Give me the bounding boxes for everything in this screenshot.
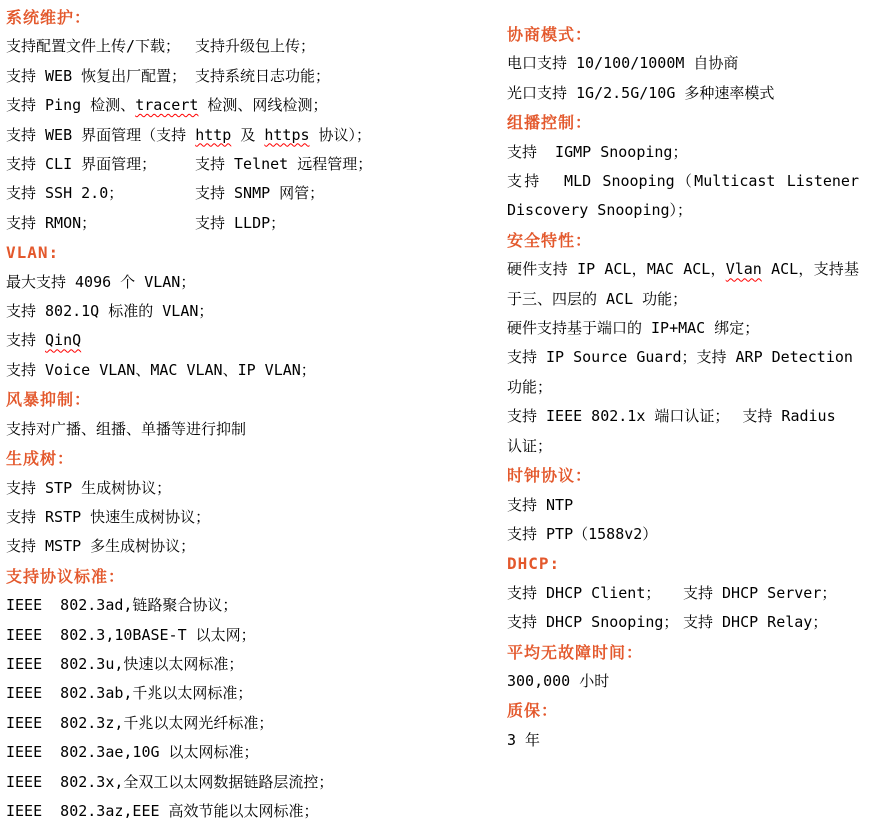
- misspelled-word: tracert: [135, 96, 199, 115]
- spec-line: 300,000 小时: [507, 671, 610, 690]
- spec-line: 支持 PTP（1588v2）: [507, 524, 658, 543]
- spec-text: 支持 IEEE 802.1x 端口认证；: [507, 407, 730, 426]
- spec-line: [507, 579, 859, 608]
- spec-text: 支持 SSH 2.0；: [6, 184, 124, 203]
- section-heading-security-features: 安全特性：: [507, 230, 593, 250]
- spec-text: ACL，支持基于三、四层的 ACL 功能；: [507, 260, 860, 308]
- spec-line: [6, 209, 436, 238]
- spec-text: 支持 ARP Detection 功能；: [507, 348, 862, 396]
- spec-text: 支持 DHCP Snooping；: [507, 613, 679, 632]
- section-heading-storm-control: 风暴抑制：: [6, 390, 92, 410]
- spec-line: [507, 402, 859, 461]
- misspelled-word: QinQ: [45, 331, 82, 350]
- misspelled-word: Vlan: [725, 260, 762, 279]
- spec-line: 支持 NTP: [507, 495, 574, 514]
- section-heading-system-maintenance: 系统维护：: [6, 8, 92, 27]
- spec-text: 协议）；: [309, 125, 372, 144]
- spec-text: 支持 LLDP；: [195, 213, 286, 232]
- left-column: [6, 3, 436, 826]
- spec-text: 支持 DHCP Relay；: [683, 613, 828, 632]
- spec-text: 支持 Ping 检测、: [6, 96, 136, 115]
- spec-line: IEEE 802.3az,EEE 高效节能以太网标准；: [6, 801, 319, 820]
- spec-line: IEEE 802.3z,千兆以太网光纤标准；: [6, 713, 274, 732]
- spec-line: [6, 91, 436, 120]
- spec-line: [6, 326, 436, 355]
- spec-text: 支持配置文件上传/下载；: [6, 37, 181, 56]
- spec-line: 支持 STP 生成树协议；: [6, 478, 172, 497]
- spec-text: 支持 Telnet 远程管理；: [195, 155, 373, 174]
- section-heading-vlan: VLAN:: [6, 243, 60, 263]
- spec-text: 硬件支持 IP ACL，MAC ACL，: [507, 260, 726, 279]
- section-heading-multicast-control: 组播控制：: [507, 113, 593, 133]
- spec-line: IEEE 802.3,10BASE-T 以太网；: [6, 625, 256, 644]
- spec-text: 支持 IP Source Guard；: [507, 348, 697, 367]
- spec-text: 支持系统日志功能；: [195, 66, 331, 85]
- spec-line: 支持 Voice VLAN、MAC VLAN、IP VLAN；: [6, 360, 316, 379]
- spec-line: 支持 RSTP 快速生成树协议；: [6, 507, 211, 526]
- spec-line: [507, 255, 859, 314]
- spec-line: [6, 121, 436, 150]
- spec-line: IEEE 802.3u,快速以太网标准；: [6, 654, 244, 673]
- spec-text: 支持 DHCP Server；: [683, 583, 837, 602]
- spec-text: 及: [231, 125, 265, 144]
- spec-text: 支持 WEB 恢复出厂配置；: [6, 66, 187, 85]
- section-heading-negotiation-mode: 协商模式：: [507, 25, 593, 44]
- section-heading-clock-protocol: 时钟协议：: [507, 466, 593, 486]
- spec-line: IEEE 802.3x,全双工以太网数据链路层流控；: [6, 772, 334, 791]
- misspelled-word: http: [195, 125, 232, 144]
- right-column: [507, 20, 869, 755]
- spec-line: 硬件支持基于端口的 IP+MAC 绑定；: [507, 319, 760, 338]
- spec-text: 检测、网线检测；: [198, 96, 328, 115]
- spec-text: 支持 RMON；: [6, 213, 97, 232]
- spec-line: 支持 MSTP 多生成树协议；: [6, 537, 196, 556]
- spec-text: 支持 SNMP 网管；: [195, 184, 325, 203]
- spec-line: 3 年: [507, 730, 541, 749]
- spec-line: IEEE 802.3ae,10G 以太网标准；: [6, 743, 259, 762]
- spec-line: 支持 MLD Snooping（Multicast Listener Discovery Snooping）；: [507, 172, 869, 220]
- spec-line: [6, 179, 436, 208]
- spec-line: 支持 IGMP Snooping；: [507, 142, 688, 161]
- section-heading-dhcp: DHCP:: [507, 554, 561, 574]
- spec-line: [6, 32, 436, 61]
- spec-line: 支持对广播、组播、单播等进行抑制: [6, 419, 247, 438]
- spec-text: 支持升级包上传；: [195, 37, 316, 56]
- spec-line: 支持 802.1Q 标准的 VLAN；: [6, 302, 214, 321]
- spec-line: [6, 150, 436, 179]
- spec-text: 支持 CLI 界面管理；: [6, 155, 157, 174]
- spec-line: 最大支持 4096 个 VLAN；: [6, 272, 196, 291]
- section-heading-spanning-tree: 生成树：: [6, 449, 75, 469]
- spec-line: IEEE 802.3ad,链路聚合协议；: [6, 596, 238, 615]
- spec-text: 支持 Radius 认证；: [507, 407, 845, 455]
- spec-line: [507, 343, 862, 402]
- section-heading-protocol-standards: 支持协议标准：: [6, 566, 126, 586]
- spec-line: 光口支持 1G/2.5G/10G 多种速率模式: [507, 83, 775, 102]
- spec-line: 电口支持 10/100/1000M 自协商: [507, 54, 739, 73]
- spec-text: 支持 WEB 界面管理（支持: [6, 125, 196, 144]
- spec-line: [6, 62, 436, 91]
- spec-line: IEEE 802.3ab,千兆以太网标准；: [6, 684, 253, 703]
- spec-text: 支持 DHCP Client；: [507, 583, 661, 602]
- spec-text: 支持: [6, 331, 46, 350]
- section-heading-mtbf: 平均无故障时间：: [507, 642, 644, 662]
- misspelled-word: https: [264, 125, 310, 144]
- section-heading-warranty: 质保：: [507, 701, 559, 721]
- spec-line: [507, 608, 859, 637]
